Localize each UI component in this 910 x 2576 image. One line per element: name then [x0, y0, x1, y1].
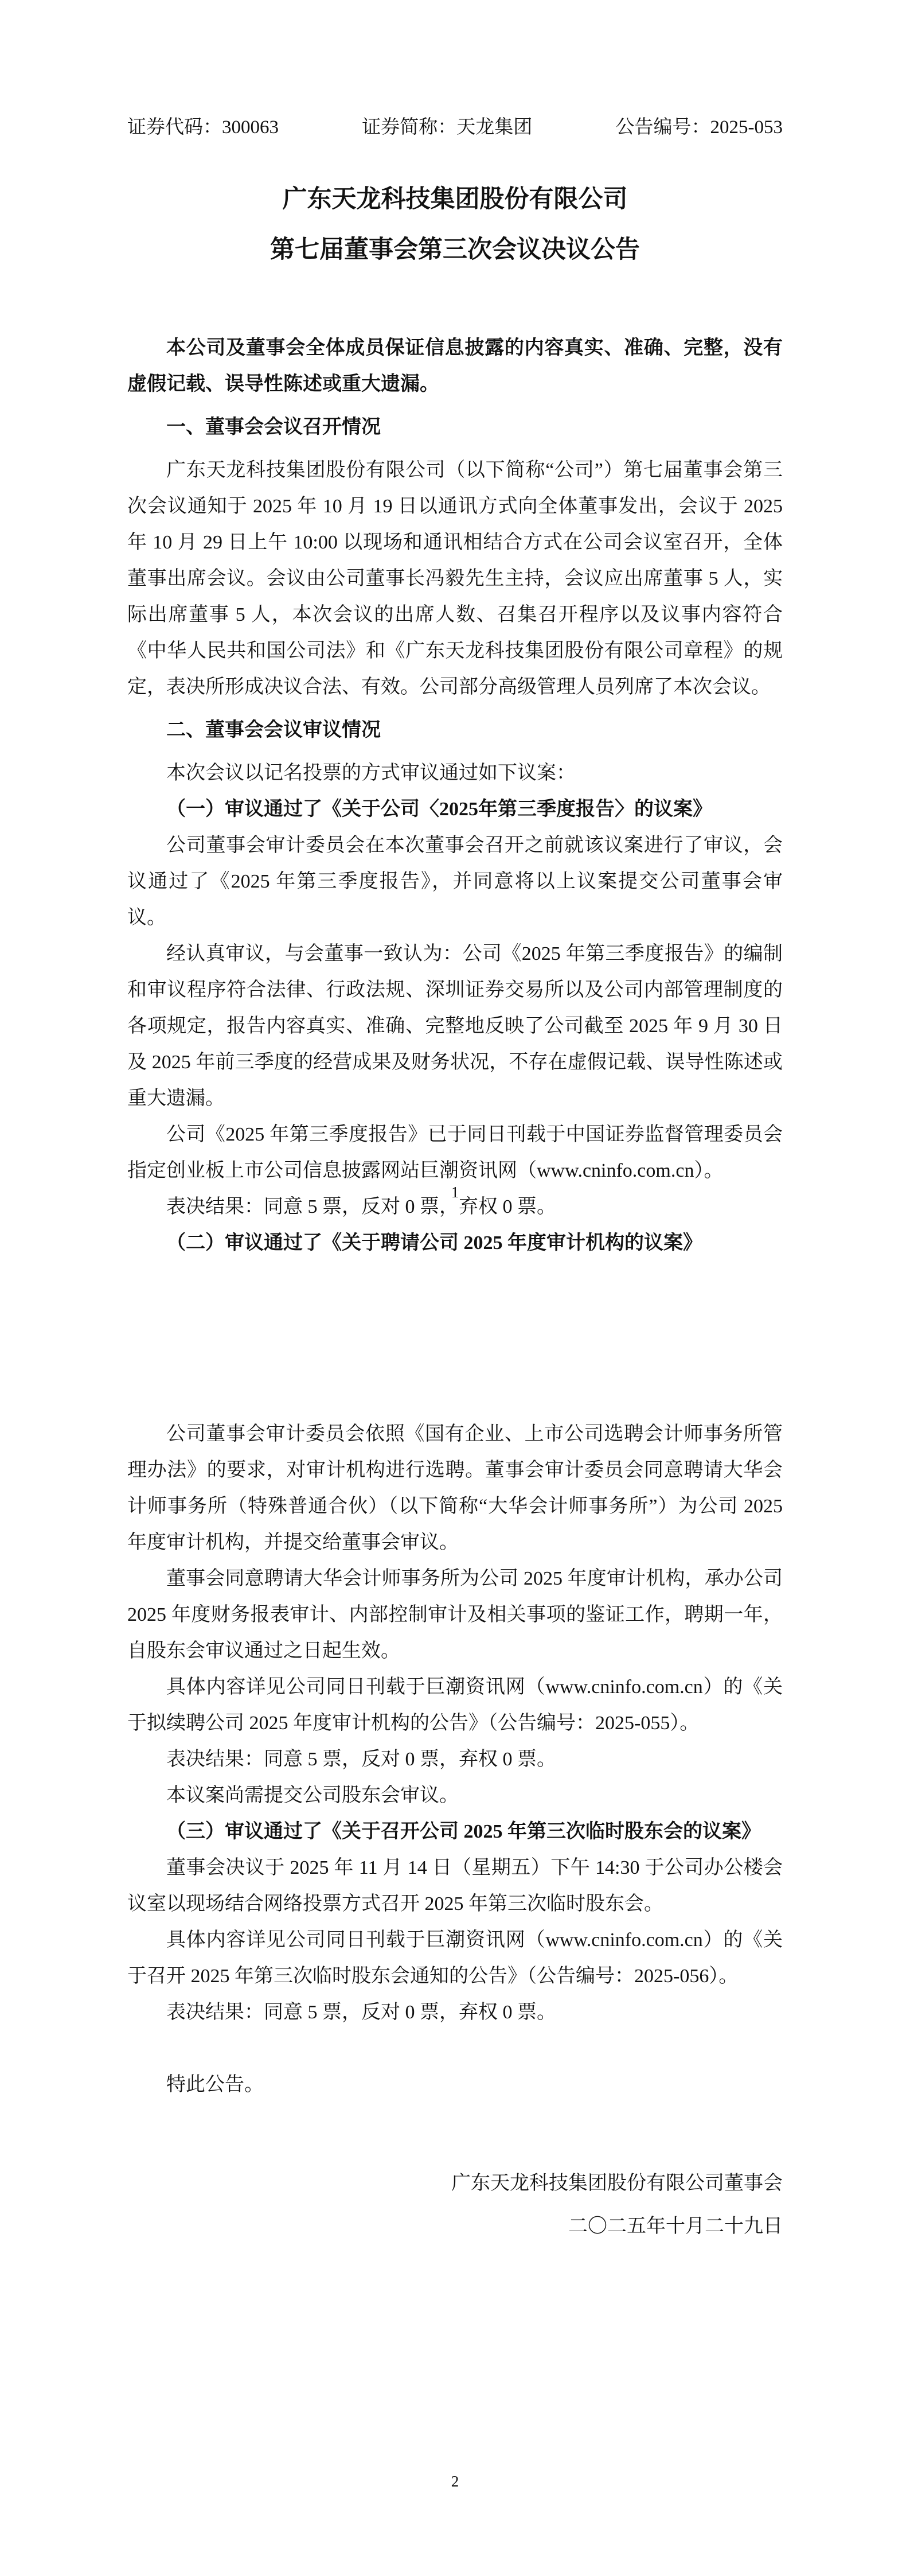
- paragraph-vote-method: 本次会议以记名投票的方式审议通过如下议案：: [166, 762, 576, 784]
- paragraph-auditor-selection: 公司董事会审计委员会依照《国有企业、上市公司选聘会计师事务所管理办法》的要求，对审计机构进行选聘。董事会审计委员会同意聘请大华会计师事务所（特殊普通合伙）（以下简称“大华会计师事务所”）为公司 2025 年度审计机构，并提交给董事会审议。: [127, 1423, 783, 1553]
- signature-date: 二〇二五年十月二十九日: [568, 2216, 783, 2237]
- blank-line: [127, 2030, 783, 2067]
- paragraph-vote-result-2: 表决结果：同意 5 票，反对 0 票，弃权 0 票。: [166, 1749, 556, 1770]
- page-number-1: 1: [451, 1184, 459, 1201]
- document-title: 广东天龙科技集团股份有限公司: [282, 186, 628, 213]
- disclaimer-paragraph: 本公司及董事会全体成员保证信息披露的内容真实、准确、完整，没有虚假记载、误导性陈述或重大遗漏。: [127, 337, 783, 395]
- paragraph-announcement-056: 具体内容详见公司同日刊载于巨潮资讯网（www.cninfo.com.cn）的《关于召开 2025 年第三次临时股东会通知的公告》（公告编号：2025-056）。: [127, 1929, 783, 1987]
- item-heading-1: （一）审议通过了《关于公司〈2025年第三季度报告〉的议案》: [166, 799, 712, 820]
- section-heading-1: 一、董事会会议召开情况: [166, 417, 381, 438]
- page-1-body: [127, 330, 783, 1261]
- paragraph-announcement-055: 具体内容详见公司同日刊载于巨潮资讯网（www.cninfo.com.cn）的《关于拟续聘公司 2025 年度审计机构的公告》（公告编号：2025-055）。: [127, 1676, 783, 1734]
- item-heading-3: （三）审议通过了《关于召开公司 2025 年第三次临时股东会的议案》: [166, 1821, 761, 1842]
- announcement-number: 公告编号：2025-053: [615, 117, 783, 138]
- document-subtitle: 第七届董事会第三次会议决议公告: [270, 236, 640, 263]
- section-heading-2: 二、董事会会议审议情况: [166, 719, 381, 741]
- paragraph-vote-result-3: 表决结果：同意 5 票，反对 0 票，弃权 0 票。: [166, 2002, 556, 2023]
- header-row: [127, 115, 783, 141]
- paragraph-directors-opinion: 经认真审议，与会董事一致认为：公司《2025 年第三季度报告》的编制和审议程序符合法律、行政法规、深圳证券交易所以及公司内部管理制度的各项规定，报告内容真实、准确、完整地反映了公司截至 2025 年 9 月 30 日及 2025 年前三季度的经营成果及财务状况，不存在虚假记载、误导性陈述或重大遗漏。: [127, 943, 783, 1109]
- paragraph-meeting-convening: 广东天龙科技集团股份有限公司（以下简称“公司”）第七届董事会第三次会议通知于 2025 年 10 月 19 日以通讯方式向全体董事发出，会议于 2025 年 10 月 29 日上午 10:00 以现场和通讯相结合方式在公司会议室召开，全体董事出席会议。会议由公司董事长冯毅先生主持，会议应出席董事 5 人，实际出席董事 5 人，本次会议的出席人数、召集召开程序以及议事内容符合《中华人民共和国公司法》和《广东天龙科技集团股份有限公司章程》的规定，表决所形成决议合法、有效。公司部分高级管理人员列席了本次会议。: [127, 460, 783, 698]
- page-2-body: [127, 1416, 783, 2248]
- paragraph-report-publication: 公司《2025 年第三季度报告》已于同日刊载于中国证券监督管理委员会指定创业板上市公司信息披露网站巨潮资讯网（www.cninfo.com.cn）。: [127, 1124, 783, 1181]
- page-number-2: 2: [451, 2473, 459, 2490]
- paragraph-hereby-announced: 特此公告。: [166, 2074, 264, 2095]
- paragraph-egm-arrangement: 董事会决议于 2025 年 11 月 14 日（星期五）下午 14:30 于公司办公楼会议室以现场结合网络投票方式召开 2025 年第三次临时股东会。: [127, 1857, 783, 1915]
- stock-code: 证券代码：300063: [127, 117, 279, 138]
- signature-block: [127, 2162, 783, 2248]
- paragraph-vote-result-1: 表决结果：同意 5 票，反对 0 票，弃权 0 票。: [166, 1196, 556, 1217]
- paragraph-audit-committee-review: 公司董事会审计委员会在本次董事会召开之前就该议案进行了审议，会议通过了《2025 年第三季度报告》，并同意将以上议案提交公司董事会审议。: [127, 835, 783, 928]
- paragraph-submit-to-shareholders: 本议案尚需提交公司股东会审议。: [166, 1785, 459, 1806]
- item-heading-2: （二）审议通过了《关于聘请公司 2025 年度审计机构的议案》: [166, 1232, 702, 1254]
- page-2: [0, 1288, 910, 2576]
- stock-short-name: 证券简称：天龙集团: [362, 117, 533, 138]
- paragraph-auditor-engagement: 董事会同意聘请大华会计师事务所为公司 2025 年度审计机构，承办公司 2025 年度财务报表审计、内部控制审计及相关事项的鉴证工作，聘期一年，自股东会审议通过之日起生效。: [127, 1568, 783, 1661]
- signature-company: 广东天龙科技集团股份有限公司董事会: [451, 2173, 783, 2194]
